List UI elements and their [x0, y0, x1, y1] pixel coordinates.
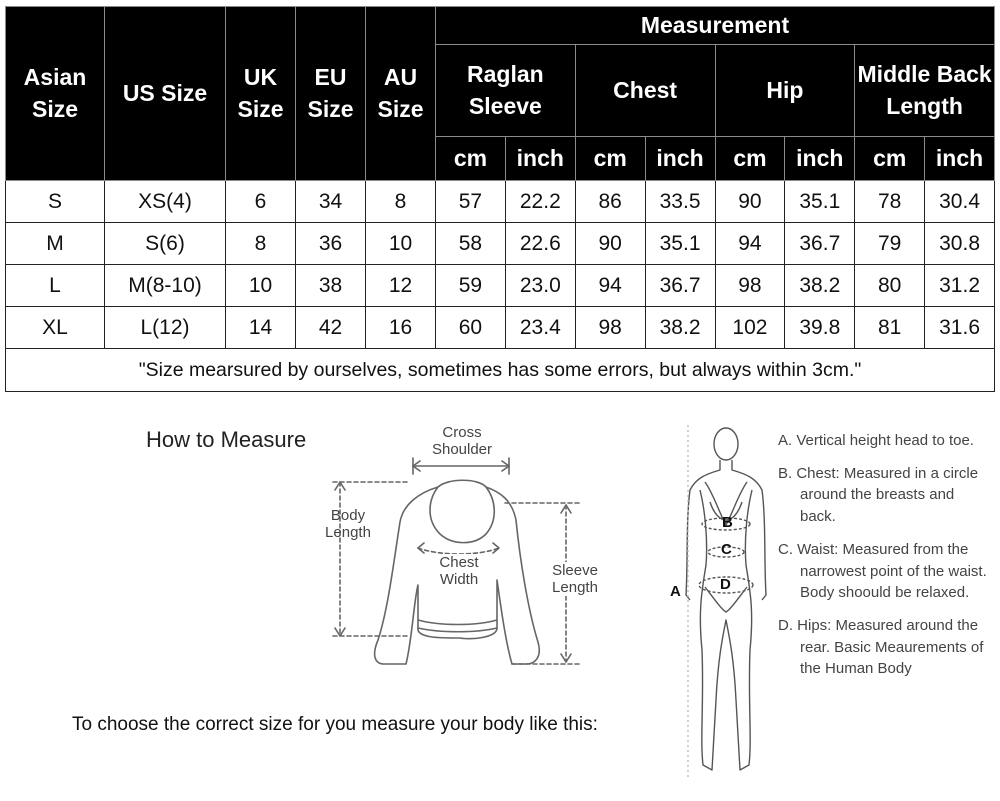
table-cell: 6 [226, 181, 296, 223]
unit-header: cm [855, 137, 925, 181]
body-figure [686, 425, 766, 778]
table-cell: 36.7 [645, 265, 715, 307]
cross-shoulder-label: Cross Shoulder [431, 424, 493, 458]
table-cell: M(8-10) [105, 265, 226, 307]
table-cell: 36.7 [785, 223, 855, 265]
header-raglan-sleeve: Raglan Sleeve [436, 45, 576, 137]
table-cell: XS(4) [105, 181, 226, 223]
table-cell: 22.6 [505, 223, 575, 265]
table-cell: 98 [715, 265, 785, 307]
unit-header: cm [436, 137, 506, 181]
table-cell: 8 [366, 181, 436, 223]
header-asian-size: Asian Size [6, 7, 105, 181]
unit-header: inch [645, 137, 715, 181]
table-cell: L [6, 265, 105, 307]
table-cell: S(6) [105, 223, 226, 265]
table-cell: 22.2 [505, 181, 575, 223]
table-cell: 94 [575, 265, 645, 307]
measurement-definitions [778, 430, 993, 691]
table-cell: 10 [226, 265, 296, 307]
table-cell: 33.5 [645, 181, 715, 223]
table-cell: 31.6 [925, 307, 995, 349]
chest-width-label: Chest Width [431, 554, 487, 588]
table-cell: 34 [296, 181, 366, 223]
unit-header: cm [715, 137, 785, 181]
marker-c: C [721, 541, 732, 558]
definition-waist: C. Waist: Measured from the narrowest point of the waist. Body shoould be relaxed. [778, 540, 987, 602]
header-measurement: Measurement [436, 7, 995, 45]
table-cell: L(12) [105, 307, 226, 349]
header-hip: Hip [715, 45, 855, 137]
body-length-label: Body Length [325, 507, 371, 541]
table-cell: 80 [855, 265, 925, 307]
table-cell: 59 [436, 265, 506, 307]
table-cell: 12 [366, 265, 436, 307]
table-cell: 98 [575, 307, 645, 349]
table-cell: 23.0 [505, 265, 575, 307]
header-middle-back-length: Middle Back Length [855, 45, 995, 137]
table-cell: 81 [855, 307, 925, 349]
table-cell: 30.8 [925, 223, 995, 265]
table-cell: 60 [436, 307, 506, 349]
table-cell: 14 [226, 307, 296, 349]
table-cell: M [6, 223, 105, 265]
table-cell: 16 [366, 307, 436, 349]
table-cell: 102 [715, 307, 785, 349]
definition-chest: B. Chest: Measured in a circle around the breasts and back. [778, 464, 979, 526]
table-cell: 90 [715, 181, 785, 223]
unit-header: cm [575, 137, 645, 181]
how-to-measure-title: How to Measure [146, 427, 307, 452]
table-cell: 10 [366, 223, 436, 265]
header-uk-size: UK Size [226, 7, 296, 181]
marker-b: B [722, 514, 733, 531]
table-cell: 36 [296, 223, 366, 265]
table-cell: 38 [296, 265, 366, 307]
table-cell: 57 [436, 181, 506, 223]
unit-header: inch [925, 137, 995, 181]
measurement-note: "Size mearsured by ourselves, sometimes has some errors, but always within 3cm." [6, 349, 995, 392]
body-head [714, 428, 738, 460]
table-cell: XL [6, 307, 105, 349]
header-au-size: AU Size [366, 7, 436, 181]
table-cell: 35.1 [785, 181, 855, 223]
table-cell: 42 [296, 307, 366, 349]
table-cell: 35.1 [645, 223, 715, 265]
marker-d: D [720, 576, 731, 593]
header-chest: Chest [575, 45, 715, 137]
choose-size-text: To choose the correct size for you measure your body like this: [72, 714, 598, 735]
header-eu-size: EU Size [296, 7, 366, 181]
table-cell: 38.2 [645, 307, 715, 349]
sleeve-length-label: Sleeve Length [544, 562, 606, 596]
definition-height: A. Vertical height head to toe. [778, 432, 974, 449]
unit-header: inch [505, 137, 575, 181]
marker-a: A [670, 583, 681, 600]
table-cell: 58 [436, 223, 506, 265]
table-cell: 31.2 [925, 265, 995, 307]
table-cell: 78 [855, 181, 925, 223]
definition-hips: D. Hips: Measured around the rear. Basic Meaurements of the Human Body [778, 616, 984, 678]
table-cell: 94 [715, 223, 785, 265]
table-cell: 8 [226, 223, 296, 265]
table-cell: 39.8 [785, 307, 855, 349]
table-cell: 86 [575, 181, 645, 223]
table-cell: S [6, 181, 105, 223]
unit-header: inch [785, 137, 855, 181]
table-cell: 23.4 [505, 307, 575, 349]
table-cell: 38.2 [785, 265, 855, 307]
table-cell: 79 [855, 223, 925, 265]
header-us-size: US Size [105, 7, 226, 181]
table-cell: 90 [575, 223, 645, 265]
table-cell: 30.4 [925, 181, 995, 223]
